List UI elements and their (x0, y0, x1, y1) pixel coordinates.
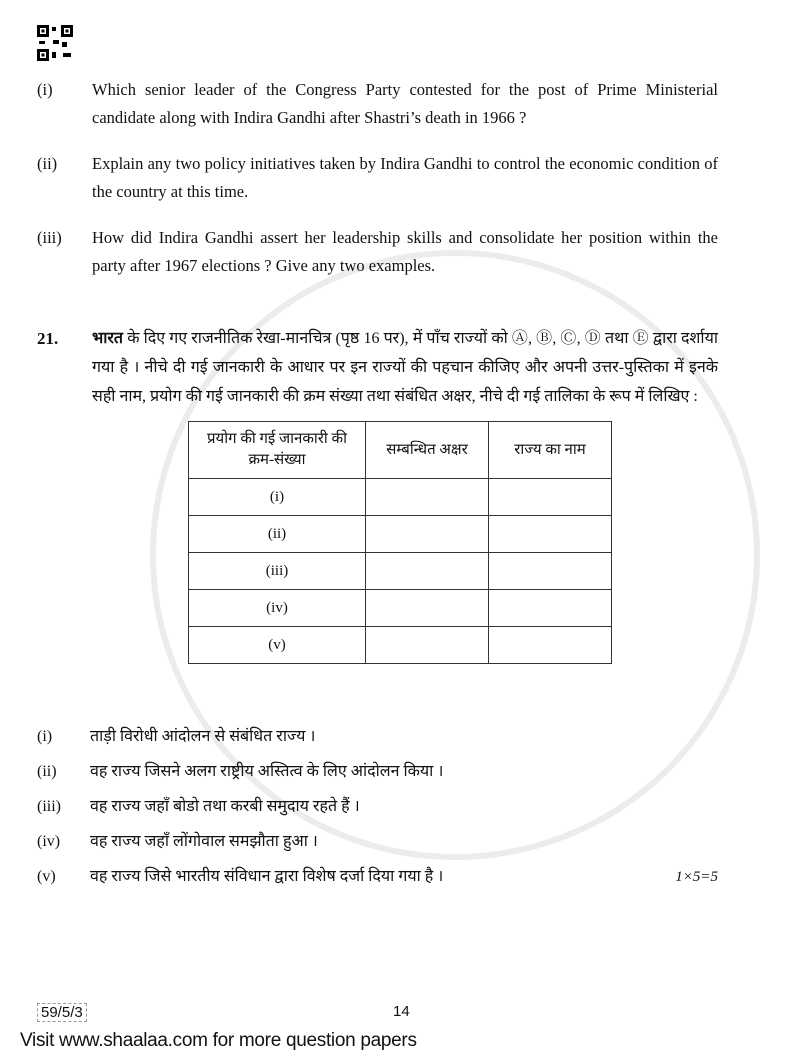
list-item (37, 726, 718, 748)
part-text: Which senior leader of the Congress Party contested for the post of Prime Ministerial candidate along with Indira Gandhi after Shastri’s death in 1966 ? (92, 80, 718, 127)
table-cell (366, 590, 489, 627)
part-label: (i) (37, 80, 53, 99)
table-cell (366, 553, 489, 590)
item-text: वह राज्य जहाँ बोडो तथा करबी समुदाय रहते हैं । (90, 798, 360, 815)
question-21 (37, 324, 718, 411)
item-text: वह राज्य जिसे भारतीय संविधान द्वारा विशेष दर्जा दिया गया है । (90, 868, 444, 885)
part-label: (iii) (37, 228, 62, 247)
visit-link[interactable]: Visit www.shaalaa.com for more question papers (20, 1030, 417, 1051)
part-label: (ii) (37, 154, 58, 173)
list-item (37, 866, 718, 888)
clue-list (37, 726, 718, 888)
table-cell (489, 516, 612, 553)
qr-code-icon (37, 25, 73, 61)
table-cell: (v) (189, 627, 366, 664)
paper-code: 59/5/3 (37, 1003, 87, 1022)
bold-word: भारत (92, 330, 124, 347)
table-cell (366, 516, 489, 553)
table-row (189, 553, 612, 590)
table-cell: (iii) (189, 553, 366, 590)
question-21-text (92, 324, 718, 411)
part-text: How did Indira Gandhi assert her leadership skills and consolidate her position within the party after 1967 elections ? Give any two examples. (92, 228, 718, 275)
table-row (189, 479, 612, 516)
table-cell (366, 627, 489, 664)
table-cell (489, 627, 612, 664)
table-cell (366, 479, 489, 516)
page-content (37, 76, 718, 901)
part-text: Explain any two policy initiatives taken by Indira Gandhi to control the economic condition of the country at this time. (92, 154, 718, 201)
table-row (189, 627, 612, 664)
table-header: सम्बन्धित अक्षर (366, 422, 489, 479)
list-item (37, 796, 718, 818)
list-item (37, 831, 718, 853)
item-text: वह राज्य जिसने अलग राष्ट्रीय अस्तित्व के लिए आंदोलन किया । (90, 763, 444, 780)
item-label: (v) (37, 868, 56, 885)
question-20-part-iii (37, 224, 718, 280)
item-label: (iii) (37, 798, 61, 815)
table-header: प्रयोग की गई जानकारी की क्रम-संख्या (189, 422, 366, 479)
question-number: 21. (37, 329, 59, 348)
table-row (189, 590, 612, 627)
question-body: के दिए गए राजनीतिक रेखा-मानचित्र (पृष्ठ 16 पर), में पाँच राज्यों को Ⓐ, Ⓑ, Ⓒ, Ⓓ तथा Ⓔ द्वारा दर्शाया गया है । नीचे दी गई जानकारी के आधार पर इन राज्यों की पहचान कीजिए और अपनी उत्तर-पुस्तिका में इनके सही नाम, प्रयोग की गई जानकारी की क्रम संख्या तथा संबंधित अक्षर, नीचे दी गई तालिका के रूप में लिखिए : (92, 330, 718, 405)
question-20-part-i (37, 76, 718, 132)
table-cell (489, 590, 612, 627)
item-label: (i) (37, 728, 53, 745)
table-cell: (ii) (189, 516, 366, 553)
list-item (37, 761, 718, 783)
item-label: (iv) (37, 833, 61, 850)
marks: 1×5=5 (675, 869, 718, 885)
item-text: वह राज्य जहाँ लोंगोवाल समझौता हुआ । (90, 833, 318, 850)
page-number: 14 (393, 1003, 410, 1020)
table-cell: (i) (189, 479, 366, 516)
table-cell (489, 479, 612, 516)
answer-table (188, 421, 612, 664)
question-20-part-ii (37, 150, 718, 206)
item-label: (ii) (37, 763, 57, 780)
table-cell (489, 553, 612, 590)
table-header: राज्य का नाम (489, 422, 612, 479)
table-row (189, 516, 612, 553)
table-cell: (iv) (189, 590, 366, 627)
item-text: ताड़ी विरोधी आंदोलन से संबंधित राज्य । (90, 728, 316, 745)
